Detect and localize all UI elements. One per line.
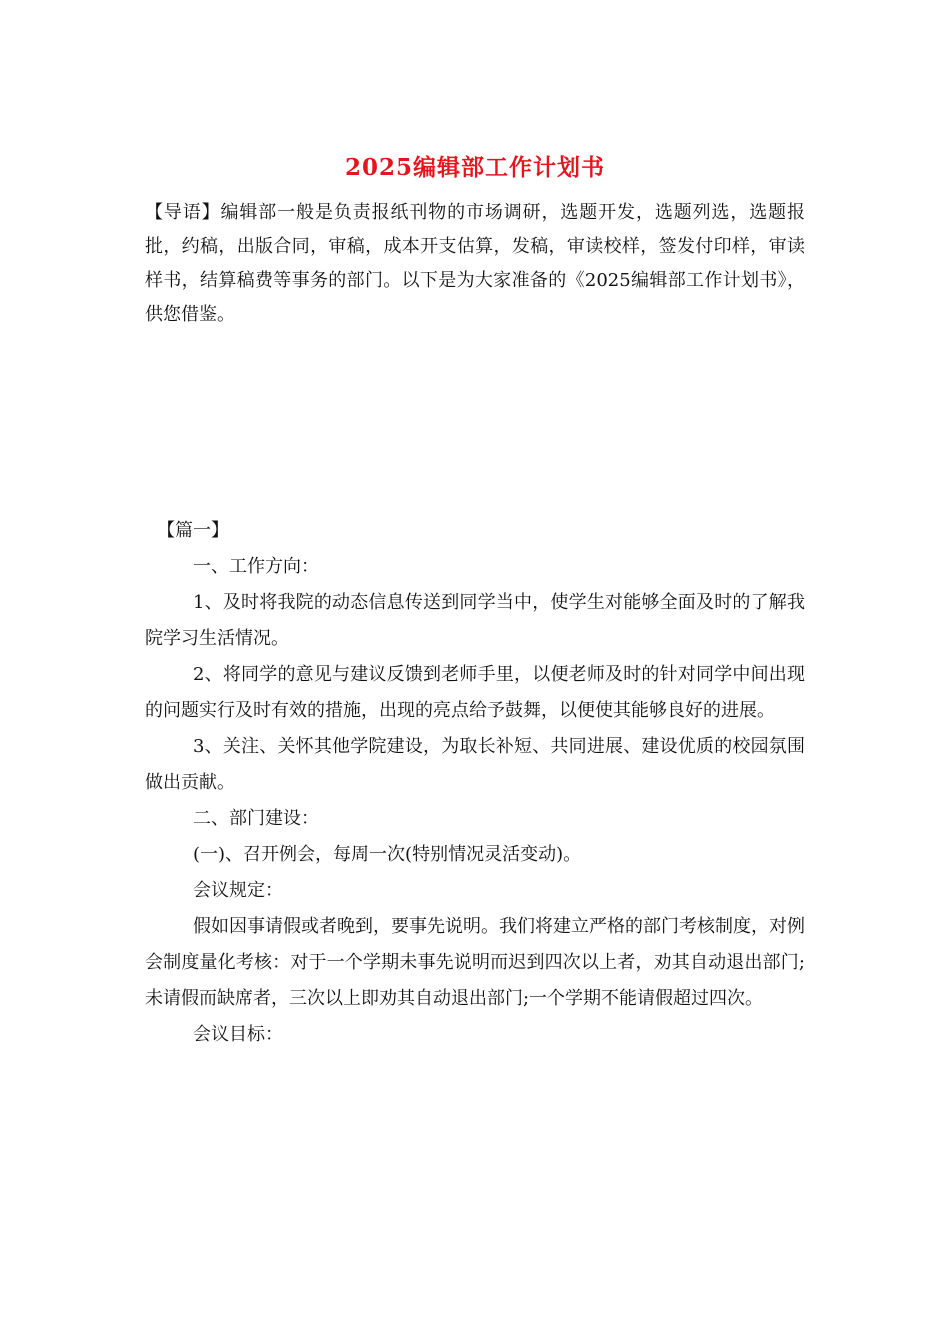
paragraph-item-2: 2、将同学的意见与建议反馈到老师手里，以便老师及时的针对同学中间出现的问题实行及时有效的措施，出现的亮点给予鼓舞，以便使其能够良好的进展。 (145, 664, 805, 721)
document-body (145, 513, 805, 1053)
heading-department-building: 二、部门建设： (193, 808, 319, 829)
section-label: 【篇一】 (157, 520, 229, 541)
paragraph-meeting-rules: 假如因事请假或者晚到，要事先说明。我们将建立严格的部门考核制度，对例会制度量化考核：对于一个学期未事先说明而迟到四次以上者，劝其自动退出部门;未请假而缺席者，三次以上即劝其自动退出部门;一个学期不能请假超过四次。 (145, 916, 805, 1009)
document-title: 2025编辑部工作计划书 (344, 154, 605, 181)
intro-paragraph: 【导语】编辑部一般是负责报纸刊物的市场调研，选题开发，选题列选，选题报批，约稿，出版合同，审稿，成本开支估算，发稿，审读校样，签发付印样，审读样书，结算稿费等事务的部门。以下是为大家准备的《2025编辑部工作计划书》，供您借鉴。 (145, 202, 805, 325)
paragraph-weekly-meeting: (一)、召开例会，每周一次(特别情况灵活变动)。 (193, 844, 582, 865)
paragraph-item-3: 3、关注、关怀其他学院建设，为取长补短、共同进展、建设优质的校园氛围做出贡献。 (145, 736, 805, 793)
paragraph-item-1: 1、及时将我院的动态信息传送到同学当中，使学生对能够全面及时的了解我院学习生活情况。 (145, 592, 805, 649)
heading-meeting-rules: 会议规定： (193, 880, 283, 901)
heading-work-direction: 一、工作方向： (193, 556, 319, 577)
heading-meeting-goals: 会议目标： (193, 1024, 283, 1045)
